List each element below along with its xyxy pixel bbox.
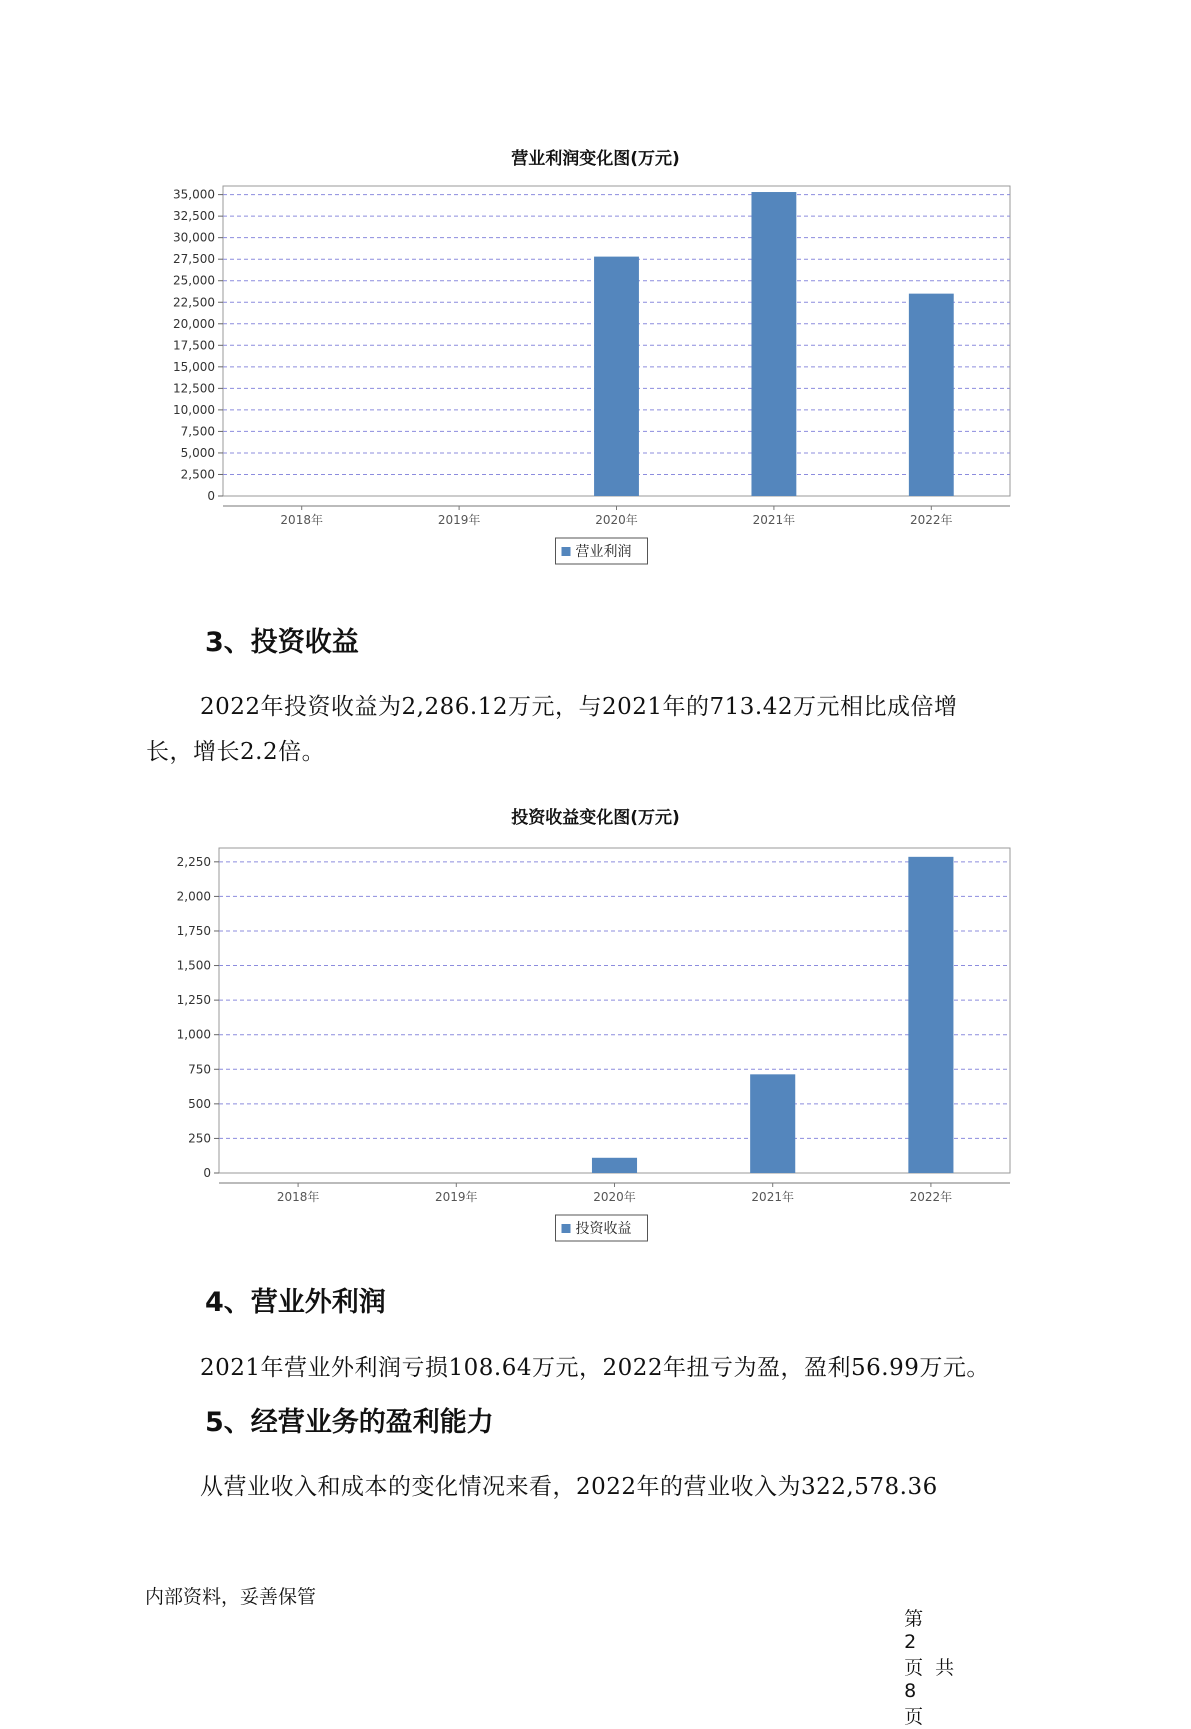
page-label-prefix: 第	[904, 1608, 924, 1630]
legend-swatch	[562, 547, 571, 556]
investment-income-chart	[0, 835, 1191, 1265]
y-tick-label: 2,250	[176, 854, 211, 869]
y-tick-label: 1,250	[176, 993, 211, 1008]
y-tick-label: 10,000	[173, 402, 215, 417]
y-tick-label: 15,000	[173, 359, 215, 374]
y-tick-label: 25,000	[173, 273, 215, 288]
y-tick-label: 1,750	[176, 923, 211, 938]
x-tick-label: 2022年	[910, 513, 953, 527]
y-tick-label: 2,500	[180, 467, 215, 482]
page-current: 2	[904, 1631, 917, 1653]
x-tick-label: 2019年	[435, 1190, 478, 1204]
y-tick-label: 1,500	[176, 958, 211, 973]
y-tick-label: 30,000	[173, 230, 215, 245]
section-3-line-2: 长，增长2.2倍。	[146, 739, 326, 765]
section-4-line-1: 2021年营业外利润亏损108.64万元，2022年扭亏为盈，盈利56.99万元。	[200, 1355, 990, 1381]
y-tick-label: 1,000	[176, 1027, 211, 1042]
bar-2022年	[909, 294, 954, 496]
x-tick-label: 2018年	[280, 513, 323, 527]
y-tick-label: 250	[188, 1131, 211, 1146]
y-tick-label: 35,000	[173, 187, 215, 202]
legend	[556, 538, 648, 564]
x-tick-label: 2020年	[593, 1190, 636, 1204]
chart1-title: 营业利润变化图(万元)	[511, 149, 680, 169]
legend	[556, 1215, 648, 1241]
y-tick-label: 7,500	[180, 424, 215, 439]
y-tick-label: 5,000	[180, 445, 215, 460]
section-3-heading: 3、投资收益	[205, 627, 359, 658]
page-label-mid: 页 共	[904, 1657, 955, 1679]
section-4-heading: 4、营业外利润	[205, 1287, 386, 1318]
y-tick-label: 17,500	[173, 338, 215, 353]
footer-page-number	[892, 1582, 954, 1729]
x-tick-label: 2021年	[751, 1190, 794, 1204]
bar-2022年	[908, 857, 953, 1173]
y-tick-label: 32,500	[173, 209, 215, 224]
chart2-title: 投资收益变化图(万元)	[511, 808, 680, 828]
legend-swatch	[562, 1224, 571, 1233]
y-tick-label: 27,500	[173, 252, 215, 267]
legend-label: 营业利润	[575, 544, 632, 560]
operating-profit-chart	[0, 180, 1191, 640]
bar-2020年	[592, 1158, 637, 1173]
y-tick-label: 12,500	[173, 381, 215, 396]
bar-2021年	[750, 1074, 795, 1173]
y-tick-label: 500	[188, 1096, 211, 1111]
y-tick-label: 2,000	[176, 889, 211, 904]
y-tick-label: 0	[203, 1166, 211, 1180]
x-tick-label: 2019年	[437, 513, 481, 527]
y-tick-label: 20,000	[173, 316, 215, 331]
section-3-line-1: 2022年投资收益为2,286.12万元，与2021年的713.42万元相比成倍增	[200, 694, 958, 720]
section-5-heading: 5、经营业务的盈利能力	[205, 1407, 494, 1438]
legend-label: 投资收益	[575, 1221, 632, 1237]
footer-confidential: 内部资料，妥善保管	[145, 1586, 317, 1608]
bar-2020年	[594, 257, 639, 496]
x-tick-label: 2021年	[752, 513, 796, 527]
x-tick-label: 2020年	[595, 513, 638, 527]
x-tick-label: 2022年	[909, 1190, 953, 1204]
y-tick-label: 750	[188, 1062, 211, 1077]
x-tick-label: 2018年	[276, 1190, 320, 1204]
section-5-line-1: 从营业收入和成本的变化情况来看，2022年的营业收入为322,578.36	[200, 1474, 938, 1500]
page-label-suffix: 页	[904, 1706, 924, 1728]
y-tick-label: 22,500	[173, 295, 215, 310]
y-tick-label: 0	[207, 489, 215, 503]
bar-2021年	[751, 192, 796, 496]
page-total: 8	[904, 1680, 917, 1702]
